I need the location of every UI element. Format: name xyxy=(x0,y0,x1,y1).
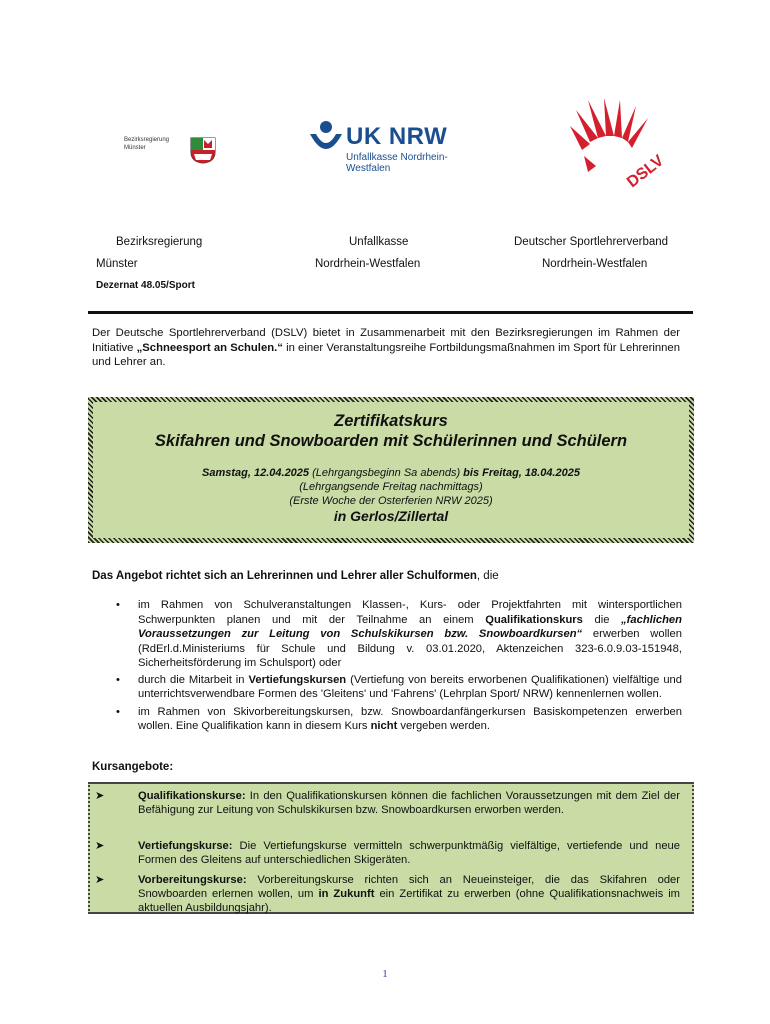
uk-nrw-figure-icon xyxy=(308,120,344,162)
br-logo-line2: Münster xyxy=(124,145,146,151)
intro-paragraph xyxy=(92,326,680,370)
date-end: bis Freitag, 18.04.2025 xyxy=(463,467,580,479)
page-number: 1 xyxy=(382,968,388,980)
date-start-note: (Lehrgangsbeginn Sa abends) xyxy=(309,467,464,479)
course-offer-table xyxy=(88,782,694,914)
uk-nrw-subtitle: Unfallkasse Nordrhein-Westfalen xyxy=(346,152,448,174)
audience-lead-rest: , die xyxy=(476,570,499,582)
b3-post: vergeben werden. xyxy=(397,720,490,732)
vb-pre: Vorbereitungskurse richten sich an Neueinsteiger, die das Skifahren oder Snowboarden erlernen wollen, um xyxy=(138,874,680,900)
uk-nrw-logo xyxy=(308,120,483,174)
q-label: Qualifikationskurse: xyxy=(138,790,246,802)
vb-post: ein Zertifikat zu erwerben (ohne Qualifikationsnachweis im aktuellen Ausbildungsjahr). xyxy=(138,888,680,914)
audience-lead-bold: Das Angebot richtet sich an Lehrerinnen und Lehrer aller Schulformen xyxy=(92,570,477,582)
arrow-icon: ➤ xyxy=(95,790,105,802)
dslv-logo xyxy=(560,96,680,196)
dslv-sunburst-icon xyxy=(560,96,680,196)
date-note-1: (Lehrgangsende Freitag nachmittags) xyxy=(299,481,483,493)
bullet-icon: • xyxy=(116,673,120,686)
divider-rule xyxy=(88,311,693,314)
uk-nrw-title: UK NRW xyxy=(346,123,448,150)
bezirksregierung-logo xyxy=(124,136,224,166)
course-location: in Gerlos/Zillertal xyxy=(333,508,449,524)
org-uk-line1: Unfallkasse xyxy=(349,236,409,248)
b2-pre: durch die Mitarbeit in xyxy=(138,673,249,686)
list-item xyxy=(92,598,682,671)
date-note-2: (Erste Woche der Osterferien NRW 2025) xyxy=(289,495,493,507)
q-text: In den Qualifikationskursen können die fachlichen Voraussetzungen mit dem Ziel der Befähigung zur Leitung von Schulskikursen bzw. Snowboardkursen erworben werden. xyxy=(138,790,680,816)
kursangebote-heading: Kursangebote: xyxy=(92,761,174,773)
org-br-line2: Münster xyxy=(96,258,138,270)
list-item xyxy=(92,705,682,734)
b1-post: erwerben wollen (RdErl.d.Ministeriums für Schule und Bildung v. 03.01.2020, Aktenzeichen 323-6.0.9.03-151948, Sicherheitsförderung im Schulsport) oder xyxy=(138,628,682,669)
date-start: Samstag, 12.04.2025 xyxy=(202,467,310,479)
org-dslv-line2: Nordrhein-Westfalen xyxy=(542,258,648,270)
b3-bold: nicht xyxy=(370,720,398,732)
org-dslv-line1: Deutscher Sportlehrerverband xyxy=(514,236,669,248)
course-highlight-box xyxy=(88,397,694,543)
arrow-icon: ➤ xyxy=(95,840,105,852)
b1-italic: „fachlichen Voraussetzungen zur Leitung von Schulskikursen bzw. Snowboardkursen“ xyxy=(138,613,682,640)
v-text: Die Vertiefungskurse vermitteln schwerpunktmäßig vielfältige, vertiefende und neue Formen des Gleitens auf unterschiedlichen Skigeräten. xyxy=(138,840,680,866)
course-title xyxy=(93,411,689,451)
org-br-dezernat: Dezernat 48.05/Sport xyxy=(96,280,195,291)
b1-pre: im Rahmen von Schulveranstaltungen Klassen-, Kurs- oder Projektfahrten mit wintersportlichen Schwerpunkten planen und mit der Teilnahme an einem xyxy=(138,599,682,626)
nrw-coat-of-arms-icon xyxy=(188,136,218,164)
vb-bold: in Zukunft xyxy=(318,888,375,900)
audience-lead xyxy=(92,570,499,582)
b2-post: (Vertiefung von bereits erworbenen Qualifikationen) vielfältige und unterrichtsverwendbare Formen des 'Gleitens' und 'Fahrens' (Lehrplan Sport/ NRW) kennenlernen wollen. xyxy=(138,673,682,700)
org-br-line1: Bezirksregierung xyxy=(116,236,203,248)
dslv-logo-text: DSLV xyxy=(623,152,668,192)
b1-bold: Qualifikationskurs xyxy=(485,613,583,626)
audience-bullet-list xyxy=(92,598,682,736)
b1-mid: die xyxy=(582,613,622,626)
course-dates xyxy=(93,466,689,508)
vb-label: Vorbereitungskurse: xyxy=(138,874,247,886)
list-item xyxy=(92,673,682,702)
arrow-icon: ➤ xyxy=(95,874,105,886)
course-title-line2: Skifahren und Snowboarden mit Schülerinnen und Schülern xyxy=(154,432,628,450)
b3-pre: im Rahmen von Skivorbereitungskursen, bzw. Snowboardanfängerkursen Basiskompetenzen erwerben wollen. Eine Qualifikation kann in diesem Kurs xyxy=(138,705,682,732)
intro-initiative: „Schneesport an Schulen.“ xyxy=(136,341,283,354)
v-label: Vertiefungskurse: xyxy=(138,840,233,852)
b2-bold: Vertiefungskursen xyxy=(248,673,347,686)
br-logo-line1: Bezirksregierung xyxy=(124,137,170,143)
intro-pre: Der Deutsche Sportlehrerverband (DSLV) bietet in Zusammenarbeit mit den Bezirksregierungen im Rahmen der Initiative xyxy=(92,327,680,354)
bullet-icon: • xyxy=(116,705,120,718)
intro-post: in einer Veranstaltungsreihe Fortbildungsmaßnahmen im Sport für Lehrerinnen und Lehrer an. xyxy=(92,341,680,368)
course-title-line1: Zertifikatskurs xyxy=(334,412,448,430)
org-uk-line2: Nordrhein-Westfalen xyxy=(315,258,421,270)
bullet-icon: • xyxy=(116,599,120,611)
